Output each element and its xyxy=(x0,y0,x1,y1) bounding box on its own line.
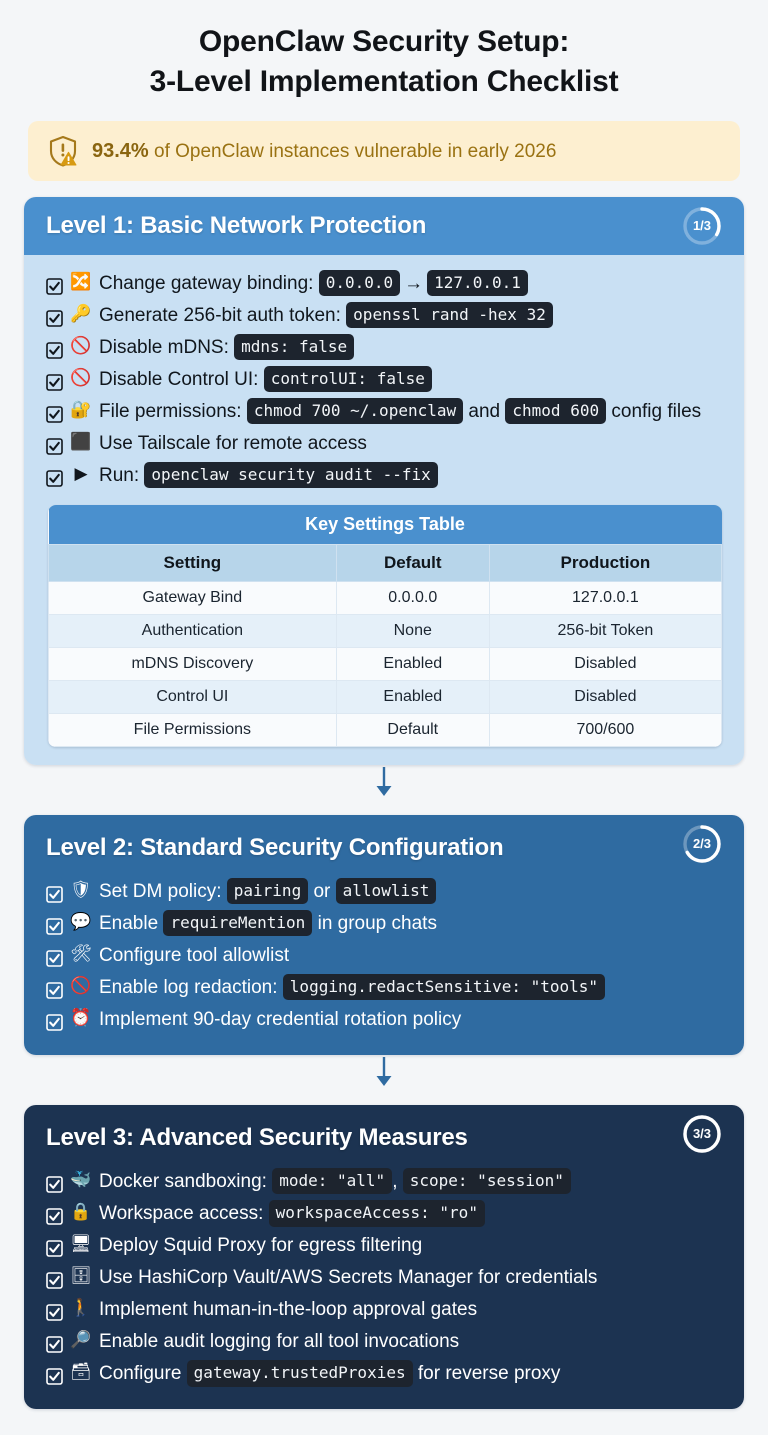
checklist-item-text xyxy=(99,397,724,427)
checklist-item-text xyxy=(99,1263,724,1293)
human-gate-icon: 🚶 xyxy=(70,1298,92,1318)
key-icon: 🔑 xyxy=(70,304,92,324)
down-arrow-icon xyxy=(0,1055,768,1089)
checklist-item[interactable] xyxy=(46,1263,724,1293)
checklist-item[interactable] xyxy=(46,1199,724,1229)
checklist-item-text xyxy=(99,429,724,459)
table-column-header: Default xyxy=(336,545,489,582)
checklist-item[interactable] xyxy=(46,365,724,395)
level-heading: Level 3: Advanced Security Measures xyxy=(46,1124,468,1152)
level-card-3 xyxy=(24,1105,744,1409)
item-text-run: Change gateway binding: xyxy=(99,273,319,295)
table-column-header: Production xyxy=(489,545,721,582)
checklist-item[interactable] xyxy=(46,877,724,907)
code-chip: allowlist xyxy=(336,878,437,904)
item-text-run: Use Tailscale for remote access xyxy=(99,433,367,455)
checklist-item-text xyxy=(99,941,724,971)
code-chip: chmod 700 ~/.openclaw xyxy=(247,398,463,424)
checklist-item[interactable] xyxy=(46,301,724,331)
checkbox-checked-icon[interactable] xyxy=(46,275,63,292)
checkbox-checked-icon[interactable] xyxy=(46,1269,63,1286)
table-cell: 256-bit Token xyxy=(489,615,721,648)
table-column-header: Setting xyxy=(49,545,337,582)
no-globe-icon: 🚫 xyxy=(70,336,92,356)
checkbox-checked-icon[interactable] xyxy=(46,1205,63,1222)
checklist-item-text xyxy=(99,1359,724,1389)
checklist-item-text xyxy=(99,909,724,939)
network-topology-icon: 🔀 xyxy=(70,272,92,292)
checklist-item[interactable] xyxy=(46,1327,724,1357)
code-chip: controlUI: false xyxy=(264,366,432,392)
checklist-item[interactable] xyxy=(46,461,724,491)
table-cell: 0.0.0.0 xyxy=(336,582,489,615)
locked-folder-icon: 🔐 xyxy=(70,400,92,420)
level-heading: Level 2: Standard Security Configuration xyxy=(46,834,504,862)
checklist-item-text xyxy=(99,1231,724,1261)
item-text-run: Enable xyxy=(99,913,164,935)
table-cell: mDNS Discovery xyxy=(49,648,337,681)
code-chip: requireMention xyxy=(163,910,312,936)
code-chip: chmod 600 xyxy=(505,398,606,424)
code-chip: openclaw security audit --fix xyxy=(144,462,437,488)
item-text-run: in group chats xyxy=(312,913,437,935)
shield-warning-icon xyxy=(46,134,80,168)
checklist-item[interactable] xyxy=(46,1231,724,1261)
tailscale-app-icon: ⬛ xyxy=(70,432,92,452)
checklist-item[interactable] xyxy=(46,909,724,939)
item-text-run: File permissions: xyxy=(99,401,247,423)
item-text-run: , xyxy=(392,1171,403,1193)
checklist-item-text xyxy=(99,1295,724,1325)
table-header-row xyxy=(49,545,722,582)
item-text-run: Deploy Squid Proxy for egress filtering xyxy=(99,1235,423,1257)
checklist-item[interactable] xyxy=(46,333,724,363)
table-title: Key Settings Table xyxy=(49,505,722,545)
checklist-item-text xyxy=(99,1327,724,1357)
item-text-run: Docker sandboxing: xyxy=(99,1171,273,1193)
alert-message xyxy=(92,139,556,164)
alert-percentage: 93.4% xyxy=(92,139,149,162)
table-cell: None xyxy=(336,615,489,648)
checkbox-checked-icon[interactable] xyxy=(46,467,63,484)
page-title-line-2: 3-Level Implementation Checklist xyxy=(149,64,619,98)
table-row xyxy=(49,714,722,747)
item-text-run: Configure xyxy=(99,1363,187,1385)
table-cell: 127.0.0.1 xyxy=(489,582,721,615)
checklist-item-text xyxy=(99,877,724,907)
safe-vault-icon: 🗄 xyxy=(70,1266,92,1286)
checkbox-checked-icon[interactable] xyxy=(46,1237,63,1254)
table-row xyxy=(49,681,722,714)
table-row xyxy=(49,615,722,648)
item-text-run: Use HashiCorp Vault/AWS Secrets Manager for credentials xyxy=(99,1267,598,1289)
terminal-icon: ▶ xyxy=(74,464,88,484)
checkbox-checked-icon[interactable] xyxy=(46,1333,63,1350)
table-cell: Control UI xyxy=(49,681,337,714)
item-text-run: Enable audit logging for all tool invocations xyxy=(99,1331,460,1353)
level-body xyxy=(24,255,744,765)
checklist-item[interactable] xyxy=(46,1359,724,1389)
table-cell: Gateway Bind xyxy=(49,582,337,615)
server-icon: 🖥 xyxy=(70,1234,92,1254)
checklist-item-text xyxy=(99,1167,724,1197)
alert-message-text: of OpenClaw instances vulnerable in early 2026 xyxy=(148,140,557,162)
code-chip: mode: "all" xyxy=(272,1168,392,1194)
item-text-run: Set DM policy: xyxy=(99,881,227,903)
table-cell: Authentication xyxy=(49,615,337,648)
checkbox-checked-icon[interactable] xyxy=(46,1301,63,1318)
page-title-line-1: OpenClaw Security Setup: xyxy=(198,25,570,58)
level-progress-badge xyxy=(680,822,724,866)
level-header xyxy=(24,1105,744,1163)
level-progress-badge xyxy=(680,204,724,248)
down-arrow-icon xyxy=(0,765,768,799)
code-chip: gateway.trustedProxies xyxy=(187,1360,413,1386)
table-cell: File Permissions xyxy=(49,714,337,747)
item-text-run: Implement 90-day credential rotation policy xyxy=(99,1009,462,1031)
item-text-run: Configure tool allowlist xyxy=(99,945,290,967)
level-card-1 xyxy=(24,197,744,765)
checkbox-checked-icon[interactable] xyxy=(46,403,63,420)
table-cell: 700/600 xyxy=(489,714,721,747)
item-text-run: Workspace access: xyxy=(99,1203,269,1225)
checkbox-checked-icon[interactable] xyxy=(46,915,63,932)
item-text-run: Disable Control UI: xyxy=(99,369,264,391)
checklist-item[interactable] xyxy=(46,1005,724,1035)
code-chip: pairing xyxy=(227,878,308,904)
checkbox-checked-icon[interactable] xyxy=(46,883,63,900)
item-text-run: Implement human-in-the-loop approval gates xyxy=(99,1299,478,1321)
level-progress-label: 3/3 xyxy=(692,1126,712,1142)
table-cell: Enabled xyxy=(336,648,489,681)
checklist-item-text xyxy=(99,365,724,395)
code-chip: mdns: false xyxy=(234,334,354,360)
checklist-item[interactable] xyxy=(46,429,724,459)
checklist-item[interactable] xyxy=(46,973,724,1003)
right-arrow-icon: → xyxy=(404,273,424,295)
docker-whale-icon: 🐳 xyxy=(70,1170,92,1190)
level-heading: Level 1: Basic Network Protection xyxy=(46,212,427,240)
table-cell: Default xyxy=(336,714,489,747)
level-header xyxy=(24,815,744,873)
table-cell: Disabled xyxy=(489,681,721,714)
level-body xyxy=(24,1163,744,1409)
shield-icon: 🛡 xyxy=(70,880,92,900)
code-chip: scope: "session" xyxy=(403,1168,571,1194)
checkbox-checked-icon[interactable] xyxy=(46,1365,63,1382)
checklist-item-text xyxy=(99,333,724,363)
code-chip: 0.0.0.0 xyxy=(319,270,400,296)
checkbox-checked-icon[interactable] xyxy=(46,339,63,356)
level-body xyxy=(24,873,744,1055)
checklist-item[interactable] xyxy=(46,941,724,971)
no-control-panel-icon: 🚫 xyxy=(70,368,92,388)
item-text-run: Enable log redaction: xyxy=(99,977,283,999)
checklist-item[interactable] xyxy=(46,1167,724,1197)
table-cell: Enabled xyxy=(336,681,489,714)
checklist-item-text xyxy=(99,461,724,491)
level-header xyxy=(24,197,744,255)
level-progress-label: 2/3 xyxy=(692,836,712,852)
checklist-item-text xyxy=(99,1199,724,1229)
code-chip: openssl rand -hex 32 xyxy=(346,302,553,328)
checkbox-checked-icon[interactable] xyxy=(46,979,63,996)
proxy-server-icon: 🗃 xyxy=(70,1362,92,1382)
table-cell: Disabled xyxy=(489,648,721,681)
checkbox-checked-icon[interactable] xyxy=(46,307,63,324)
checklist-item-text xyxy=(99,269,724,299)
code-chip: 127.0.0.1 xyxy=(427,270,528,296)
no-eye-icon: 🚫 xyxy=(70,976,92,996)
table-row xyxy=(49,582,722,615)
checklist-item-text xyxy=(99,973,724,1003)
code-chip: workspaceAccess: "ro" xyxy=(269,1200,485,1226)
levels-container xyxy=(0,197,768,1409)
checkbox-checked-icon[interactable] xyxy=(46,1011,63,1028)
checkbox-checked-icon[interactable] xyxy=(46,371,63,388)
checklist-item[interactable] xyxy=(46,1295,724,1325)
item-text-run: for reverse proxy xyxy=(412,1363,561,1385)
tools-icon: 🛠 xyxy=(70,944,92,964)
checklist-item-text xyxy=(99,1005,724,1035)
padlock-icon: 🔒 xyxy=(70,1202,92,1222)
level-progress-badge xyxy=(680,1112,724,1156)
checklist-item-text xyxy=(99,301,724,331)
item-text-run: and xyxy=(463,401,506,423)
checkbox-checked-icon[interactable] xyxy=(46,1173,63,1190)
key-settings-table xyxy=(48,505,722,747)
table-row xyxy=(49,648,722,681)
item-text-run: or xyxy=(308,881,336,903)
alarm-clock-icon: ⏰ xyxy=(70,1008,92,1028)
item-text-run: Run: xyxy=(99,465,145,487)
checkbox-checked-icon[interactable] xyxy=(46,947,63,964)
speech-bubble-icon: 💬 xyxy=(70,912,92,932)
level-card-2 xyxy=(24,815,744,1055)
checklist-item[interactable] xyxy=(46,397,724,427)
checkbox-checked-icon[interactable] xyxy=(46,435,63,452)
item-text-run: Generate 256-bit auth token: xyxy=(99,305,347,327)
checklist-item[interactable] xyxy=(46,269,724,299)
audit-log-icon: 🔎 xyxy=(70,1330,92,1350)
vulnerability-alert-banner xyxy=(28,121,740,181)
item-text-run: Disable mDNS: xyxy=(99,337,235,359)
code-chip: logging.redactSensitive: "tools" xyxy=(283,974,605,1000)
item-text-run: config files xyxy=(606,401,702,423)
level-progress-label: 1/3 xyxy=(692,218,712,234)
page-title xyxy=(0,0,768,107)
